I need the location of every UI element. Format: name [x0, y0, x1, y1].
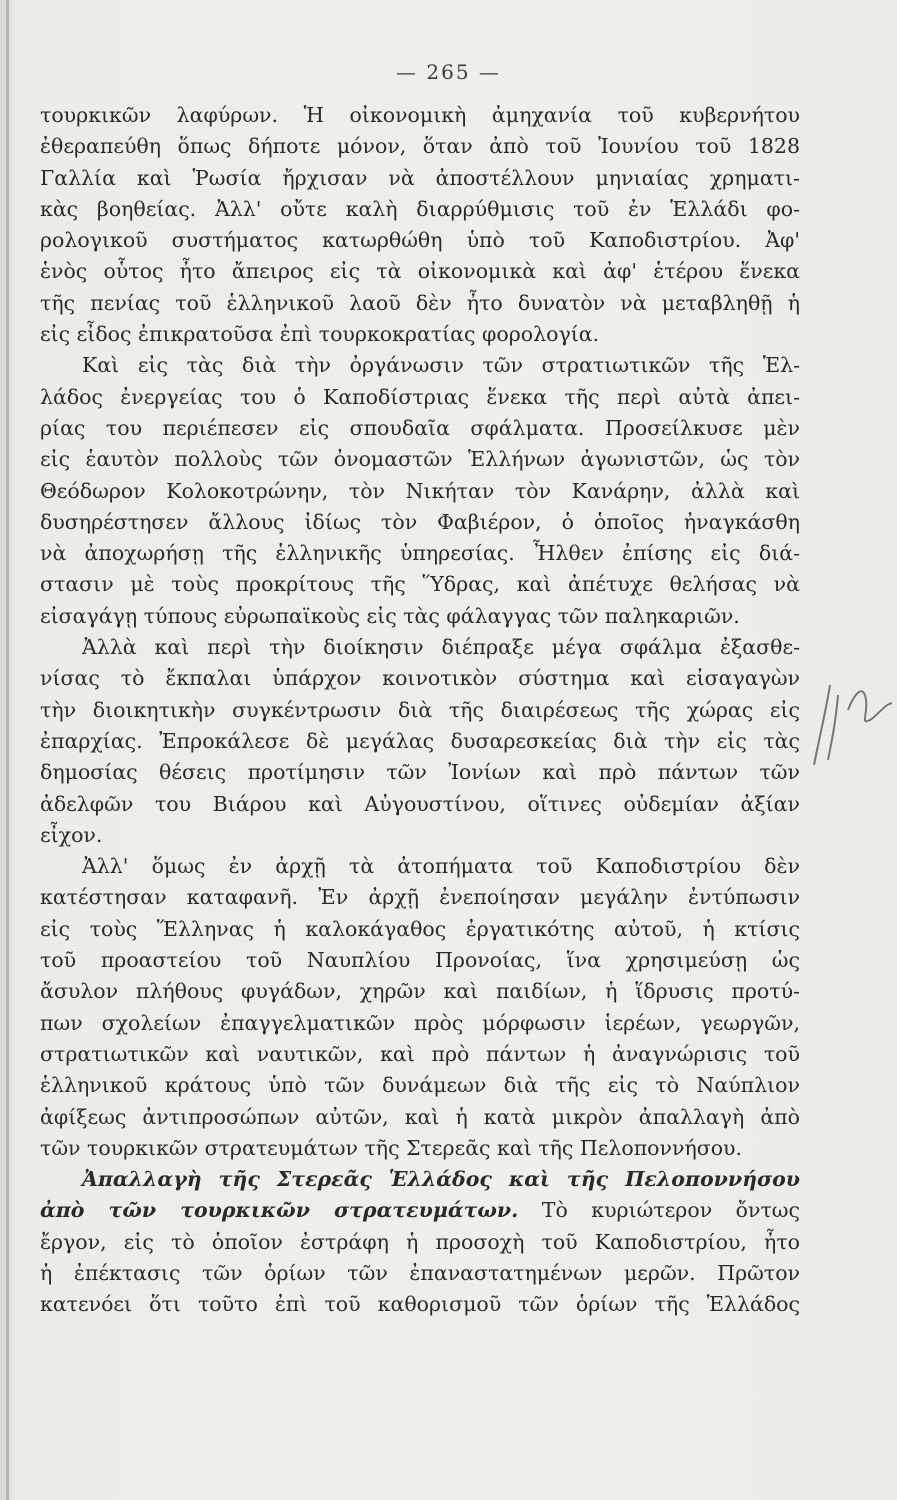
text-line: εἰς ἑαυτὸν πολλοὺς τῶν ὀνομαστῶν Ἑλλήνων ἀγωνιστῶν, ὡς τὸν [40, 447, 800, 472]
text-line: ἐθεραπεύθη ὅπως δήποτε μόνον, ὅταν ἀπὸ τοῦ Ἰουνίου τοῦ 1828 [40, 134, 800, 159]
text-line: ἔργον, εἰς τὸ ὁποῖον ἐστράφη ἡ προσοχὴ τοῦ Καποδιστρίου, ἦτο [40, 1229, 800, 1254]
text-line: στασιν μὲ τοὺς προκρίτους τῆς Ὕδρας, καὶ ἀπέτυχε θελήσας νὰ [40, 572, 800, 597]
text-line: τὴν διοικητικὴν συγκέντρωσιν διὰ τῆς διαιρέσεως τῆς χώρας εἰς [40, 697, 800, 722]
text-line: τοῦ προαστείου τοῦ Ναυπλίου Προνοίας, ἵνα χρησιμεύσῃ ὡς [40, 948, 800, 973]
text-line: νὰ ἀποχωρήσῃ τῆς ἑλληνικῆς ὑπηρεσίας. Ἦλθεν ἐπίσης εἰς διά- [40, 541, 800, 566]
text-line: εἰς τοὺς Ἕλληνας ἡ καλοκάγαθος ἐργατικότης αὐτοῦ, ἡ κτίσις [40, 916, 800, 941]
text-line: εἰσαγάγῃ τύπους εὐρωπαϊκοὺς εἰς τὰς φάλαγγας τῶν παληκαριῶν. [40, 603, 740, 628]
text-line: Γαλλία καὶ Ῥωσία ἤρχισαν νὰ ἀποστέλλουν μηνιαίας χρηματι- [40, 165, 800, 190]
text-line: τῶν τουρκικῶν στρατευμάτων τῆς Στερεᾶς καὶ τῆς Πελοποννήσου. [40, 1135, 743, 1160]
text-line: εἶχον. [40, 822, 103, 847]
text-line: κατέστησαν καταφανῆ. Ἐν ἀρχῇ ἐνεποίησαν μεγάλην ἐντύπωσιν [40, 885, 800, 910]
text-line: Καὶ εἰς τὰς διὰ τὴν ὀργάνωσιν τῶν στρατιωτικῶν τῆς Ἑλ- [82, 353, 800, 378]
text-line: δυσηρέστησεν ἄλλους ἰδίως τὸν Φαβιέρον, ὁ ὁποῖος ἠναγκάσθη [40, 509, 800, 534]
text-line: δημοσίας θέσεις προτίμησιν τῶν Ἰονίων καὶ πρὸ πάντων τῶν [40, 760, 800, 785]
text-line: στρατιωτικῶν καὶ ναυτικῶν, καὶ πρὸ πάντων ἡ ἀναγνώρισις τοῦ [40, 1041, 800, 1066]
text-line: Ἀλλ' ὅμως ἐν ἀρχῇ τὰ ἀτοπήματα τοῦ Καποδιστρίου δὲν [82, 854, 800, 879]
page-spine-edge [6, 0, 9, 1500]
text-line: ἐπαρχίας. Ἐπροκάλεσε δὲ μεγάλας δυσαρεσκείας διὰ τὴν εἰς τὰς [40, 728, 800, 753]
text-line: ἄσυλον πλήθους φυγάδων, χηρῶν καὶ παιδίων, ἡ ἵδρυσις προτύ- [40, 979, 800, 1004]
text-line: ρίας του περιέπεσεν εἰς σπουδαῖα σφάλματα. Προσείλκυσε μὲν [40, 415, 800, 440]
text-line: τῆς πενίας τοῦ ἑλληνικοῦ λαοῦ δὲν ἦτο δυνατὸν νὰ μεταβληθῇ ἡ [40, 290, 800, 315]
body-text [40, 100, 800, 1321]
text-line: Ἀπαλλαγὴ τῆς Στερεᾶς Ἑλλάδος καὶ τῆς Πελοποννήσου [82, 1167, 800, 1192]
text-line: ρολογικοῦ συστήματος κατωρθώθη ὑπὸ τοῦ Καποδιστρίου. Ἀφ' [40, 228, 800, 253]
text-line: ἑλληνικοῦ κράτους ὑπὸ τῶν δυνάμεων διὰ τῆς εἰς τὸ Ναύπλιον [40, 1073, 800, 1098]
text-line: λάδος ἐνεργείας του ὁ Καποδίστριας ἕνεκα τῆς περὶ αὐτὰ ἀπει- [40, 384, 800, 409]
text-line: Θεόδωρον Κολοκοτρώνην, τὸν Νικήταν τὸν Κανάρην, ἀλλὰ καὶ [40, 478, 800, 503]
handwritten-margin-note [808, 665, 897, 775]
page-number: — 265 — [396, 60, 501, 84]
text-line: ἀδελφῶν του Βιάρου καὶ Αὐγουστίνου, οἵτινες οὐδεμίαν ἀξίαν [40, 791, 800, 816]
text-line: νίσας τὸ ἔκπαλαι ὑπάρχον κοινοτικὸν σύστημα καὶ εἰσαγαγὼν [40, 666, 800, 691]
text-line: κατενόει ὅτι τοῦτο ἐπὶ τοῦ καθορισμοῦ τῶν ὁρίων τῆς Ἑλλάδος [40, 1292, 800, 1317]
text-line: ἀπὸ τῶν τουρκικῶν στρατευμάτων. Τὸ κυριώτερον ὄντως [40, 1198, 800, 1223]
text-line: ἡ ἐπέκτασις τῶν ὁρίων τῶν ἐπαναστατημένων μερῶν. Πρῶτον [40, 1260, 800, 1285]
text-line: ἑνὸς οὗτος ἦτο ἄπειρος εἰς τὰ οἰκονομικὰ καὶ ἀφ' ἑτέρου ἕνεκα [40, 259, 800, 284]
text-line: τουρκικῶν λαφύρων. Ἡ οἰκονομικὴ ἀμηχανία τοῦ κυβερνήτου [40, 103, 800, 127]
text-line: Ἀλλὰ καὶ περὶ τὴν διοίκησιν διέπραξε μέγα σφάλμα ἐξασθε- [82, 635, 800, 660]
text-line: εἰς εἶδος ἐπικρατοῦσα ἐπὶ τουρκοκρατίας φορολογία. [40, 322, 600, 347]
text-line: πων σχολείων ἐπαγγελματικῶν πρὸς μόρφωσιν ἱερέων, γεωργῶν, [40, 1010, 800, 1035]
text-line: ἀφίξεως ἀντιπροσώπων αὐτῶν, καὶ ἡ κατὰ μικρὸν ἀπαλλαγὴ ἀπὸ [40, 1104, 800, 1129]
text-line: κὰς βοηθείας. Ἀλλ' οὔτε καλὴ διαρρύθμισις τοῦ ἐν Ἑλλάδι φο- [40, 196, 800, 221]
